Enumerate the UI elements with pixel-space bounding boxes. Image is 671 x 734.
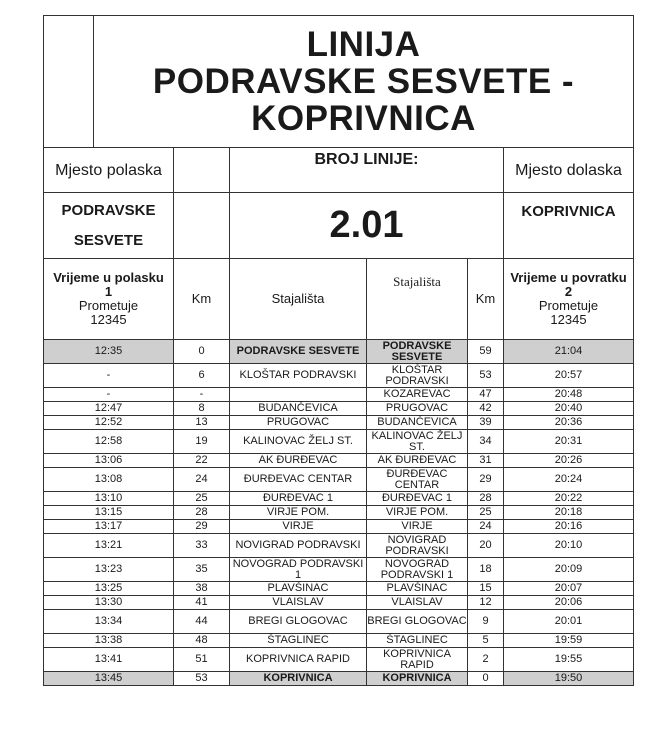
stop-right-cell: BREGI GLOGOVAC xyxy=(367,610,468,634)
table-row xyxy=(44,634,634,648)
table-row xyxy=(44,430,634,454)
km-right-cell: 28 xyxy=(468,492,504,506)
timetable-rows xyxy=(44,340,634,686)
stop-right-cell: NOVIGRAD PODRAVSKI xyxy=(367,534,468,558)
km-right-cell: 5 xyxy=(468,634,504,648)
departure-time-cell: - xyxy=(44,364,174,388)
return-time-cell: 20:57 xyxy=(504,364,634,388)
km-right-cell: 9 xyxy=(468,610,504,634)
return-time-cell: 20:40 xyxy=(504,402,634,416)
departure-time-cell: 12:52 xyxy=(44,416,174,430)
km-left-cell: 25 xyxy=(174,492,230,506)
title-line-3: KOPRIVNICA xyxy=(251,99,476,138)
km-left-cell: 44 xyxy=(174,610,230,634)
km-left-cell: 13 xyxy=(174,416,230,430)
stop-left-cell: BUDANČEVICA xyxy=(230,402,367,416)
stop-left-cell: VIRJE POM. xyxy=(230,506,367,520)
return-time-cell: 21:04 xyxy=(504,340,634,364)
departure-direction: 1 xyxy=(104,284,113,299)
table-row xyxy=(44,534,634,558)
km-left-cell: 8 xyxy=(174,402,230,416)
table-row xyxy=(44,416,634,430)
km-left-cell: 48 xyxy=(174,634,230,648)
km-right-cell: 25 xyxy=(468,506,504,520)
departure-time-cell: 13:30 xyxy=(44,596,174,610)
table-row xyxy=(44,388,634,402)
title-line-2: PODRAVSKE SESVETE - xyxy=(152,62,575,101)
return-time-cell: 20:01 xyxy=(504,610,634,634)
stop-right-cell: AK ĐURĐEVAC xyxy=(367,454,468,468)
stop-left-cell: KALINOVAC ŽELJ ST. xyxy=(230,430,367,454)
km-right-cell: 34 xyxy=(468,430,504,454)
timetable-sheet xyxy=(43,15,633,686)
table-row xyxy=(44,364,634,388)
stop-left-cell: NOVOGRAD PODRAVSKI 1 xyxy=(230,558,367,582)
arrival-place-label: Mjesto dolaska xyxy=(504,148,634,193)
departure-time-cell: 13:38 xyxy=(44,634,174,648)
table-row xyxy=(44,402,634,416)
stop-left-cell: KLOŠTAR PODRAVSKI xyxy=(230,364,367,388)
departure-time-cell: 13:15 xyxy=(44,506,174,520)
table-row xyxy=(44,610,634,634)
departure-time-cell: - xyxy=(44,388,174,402)
km-right-cell: 2 xyxy=(468,648,504,672)
return-time-cell: 20:16 xyxy=(504,520,634,534)
return-days: 12345 xyxy=(550,312,587,327)
km-left-cell: 19 xyxy=(174,430,230,454)
table-row xyxy=(44,506,634,520)
stop-right-cell: PODRAVSKE SESVETE xyxy=(367,340,468,364)
header-values-row xyxy=(44,193,634,259)
departure-time-cell: 13:25 xyxy=(44,582,174,596)
stop-left-cell: PODRAVSKE SESVETE xyxy=(230,340,367,364)
return-time-cell: 20:06 xyxy=(504,596,634,610)
departure-time-cell: 13:45 xyxy=(44,672,174,686)
km-left-cell: 0 xyxy=(174,340,230,364)
km-left-cell: 53 xyxy=(174,672,230,686)
return-time-cell: 20:26 xyxy=(504,454,634,468)
return-time-cell: 20:07 xyxy=(504,582,634,596)
stop-left-cell xyxy=(230,388,367,402)
stop-right-cell: VIRJE POM. xyxy=(367,506,468,520)
departure-time-cell: 13:08 xyxy=(44,468,174,492)
departure-time-cell: 12:35 xyxy=(44,340,174,364)
km-right-cell: 31 xyxy=(468,454,504,468)
departure-place: PODRAVSKE SESVETE xyxy=(44,193,174,259)
stop-left-cell: BREGI GLOGOVAC xyxy=(230,610,367,634)
departure-days: 12345 xyxy=(90,312,127,327)
km-left-header: Km xyxy=(174,259,230,340)
stop-right-cell: VLAISLAV xyxy=(367,596,468,610)
return-time-cell: 20:24 xyxy=(504,468,634,492)
stop-left-cell: VIRJE xyxy=(230,520,367,534)
departure-time-cell: 13:10 xyxy=(44,492,174,506)
km-left-cell: 41 xyxy=(174,596,230,610)
km-right-cell: 29 xyxy=(468,468,504,492)
departure-runs-label: Prometuje xyxy=(78,298,139,313)
return-time-cell: 20:18 xyxy=(504,506,634,520)
km-right-cell: 42 xyxy=(468,402,504,416)
stop-right-cell: KOZAREVAC xyxy=(367,388,468,402)
stop-left-cell: ĐURĐEVAC 1 xyxy=(230,492,367,506)
return-time-cell: 20:36 xyxy=(504,416,634,430)
page-title xyxy=(94,16,634,148)
line-number: 2.01 xyxy=(230,193,504,259)
table-row xyxy=(44,492,634,506)
header-labels-row xyxy=(44,148,634,193)
km-left-cell: 51 xyxy=(174,648,230,672)
table-row xyxy=(44,648,634,672)
table-row xyxy=(44,454,634,468)
return-time-cell: 19:55 xyxy=(504,648,634,672)
stop-left-cell: PLAVŠINAC xyxy=(230,582,367,596)
stop-right-cell: VIRJE xyxy=(367,520,468,534)
stop-right-cell: PLAVŠINAC xyxy=(367,582,468,596)
km-right-cell: 20 xyxy=(468,534,504,558)
timetable xyxy=(43,15,634,686)
table-row xyxy=(44,582,634,596)
return-runs-label: Prometuje xyxy=(538,298,599,313)
return-time-cell: 19:50 xyxy=(504,672,634,686)
km-left-cell: 6 xyxy=(174,364,230,388)
stop-right-cell: ĐURĐEVAC CENTAR xyxy=(367,468,468,492)
km-right-cell: 0 xyxy=(468,672,504,686)
stop-right-cell: BUDANČEVICA xyxy=(367,416,468,430)
line-number-label: BROJ LINIJE: xyxy=(230,148,504,193)
table-row xyxy=(44,340,634,364)
departure-time-cell: 13:21 xyxy=(44,534,174,558)
stop-right-cell: KOPRIVNICA xyxy=(367,672,468,686)
km-right-cell: 59 xyxy=(468,340,504,364)
departure-time-cell: 13:06 xyxy=(44,454,174,468)
table-row xyxy=(44,596,634,610)
departure-time-cell: 13:17 xyxy=(44,520,174,534)
title-line-1: LINIJA xyxy=(306,25,421,64)
header-blank-cell-2 xyxy=(174,193,230,259)
km-right-cell: 24 xyxy=(468,520,504,534)
stop-left-cell: ĐURĐEVAC CENTAR xyxy=(230,468,367,492)
stops-left-header: Stajališta xyxy=(230,259,367,340)
stop-left-cell: VLAISLAV xyxy=(230,596,367,610)
departure-time-cell: 12:58 xyxy=(44,430,174,454)
km-left-cell: 38 xyxy=(174,582,230,596)
km-right-cell: 18 xyxy=(468,558,504,582)
table-row xyxy=(44,520,634,534)
km-left-cell: 35 xyxy=(174,558,230,582)
stop-right-cell: KOPRIVNICA RAPID xyxy=(367,648,468,672)
stop-right-cell: NOVOGRAD PODRAVSKI 1 xyxy=(367,558,468,582)
stop-right-cell: KALINOVAC ŽELJ ST. xyxy=(367,430,468,454)
stop-right-cell: ĐURĐEVAC 1 xyxy=(367,492,468,506)
departure-time-label: Vrijeme u polasku xyxy=(53,270,164,285)
km-right-cell: 39 xyxy=(468,416,504,430)
departure-time-header xyxy=(44,259,174,340)
table-row xyxy=(44,672,634,686)
departure-time-cell: 13:34 xyxy=(44,610,174,634)
stop-right-cell: ŠTAGLINEC xyxy=(367,634,468,648)
km-left-cell: 28 xyxy=(174,506,230,520)
stop-left-cell: PRUGOVAC xyxy=(230,416,367,430)
table-row xyxy=(44,468,634,492)
return-time-label: Vrijeme u povratku xyxy=(510,270,627,285)
stops-right-header: Stajališta xyxy=(367,259,468,340)
return-time-cell: 20:10 xyxy=(504,534,634,558)
km-left-cell: 33 xyxy=(174,534,230,558)
return-direction: 2 xyxy=(564,284,573,299)
km-right-cell: 15 xyxy=(468,582,504,596)
departure-place-label: Mjesto polaska xyxy=(44,148,174,193)
column-header-row xyxy=(44,259,634,340)
km-left-cell: 29 xyxy=(174,520,230,534)
table-row xyxy=(44,558,634,582)
title-blank-cell xyxy=(44,16,94,148)
return-time-cell: 20:09 xyxy=(504,558,634,582)
departure-time-cell: 13:23 xyxy=(44,558,174,582)
departure-time-cell: 12:47 xyxy=(44,402,174,416)
departure-time-cell: 13:41 xyxy=(44,648,174,672)
stop-right-cell: PRUGOVAC xyxy=(367,402,468,416)
stop-left-cell: KOPRIVNICA xyxy=(230,672,367,686)
km-left-cell: - xyxy=(174,388,230,402)
km-right-cell: 53 xyxy=(468,364,504,388)
km-right-cell: 12 xyxy=(468,596,504,610)
return-time-cell: 20:48 xyxy=(504,388,634,402)
return-time-cell: 20:22 xyxy=(504,492,634,506)
title-row xyxy=(44,16,634,148)
header-blank-cell xyxy=(174,148,230,193)
return-time-header xyxy=(504,259,634,340)
km-right-cell: 47 xyxy=(468,388,504,402)
stop-left-cell: KOPRIVNICA RAPID xyxy=(230,648,367,672)
stop-left-cell: AK ĐURĐEVAC xyxy=(230,454,367,468)
return-time-cell: 19:59 xyxy=(504,634,634,648)
km-right-header: Km xyxy=(468,259,504,340)
stop-left-cell: ŠTAGLINEC xyxy=(230,634,367,648)
stop-left-cell: NOVIGRAD PODRAVSKI xyxy=(230,534,367,558)
km-left-cell: 22 xyxy=(174,454,230,468)
return-time-cell: 20:31 xyxy=(504,430,634,454)
arrival-place: KOPRIVNICA xyxy=(504,193,634,259)
stop-right-cell: KLOŠTAR PODRAVSKI xyxy=(367,364,468,388)
km-left-cell: 24 xyxy=(174,468,230,492)
